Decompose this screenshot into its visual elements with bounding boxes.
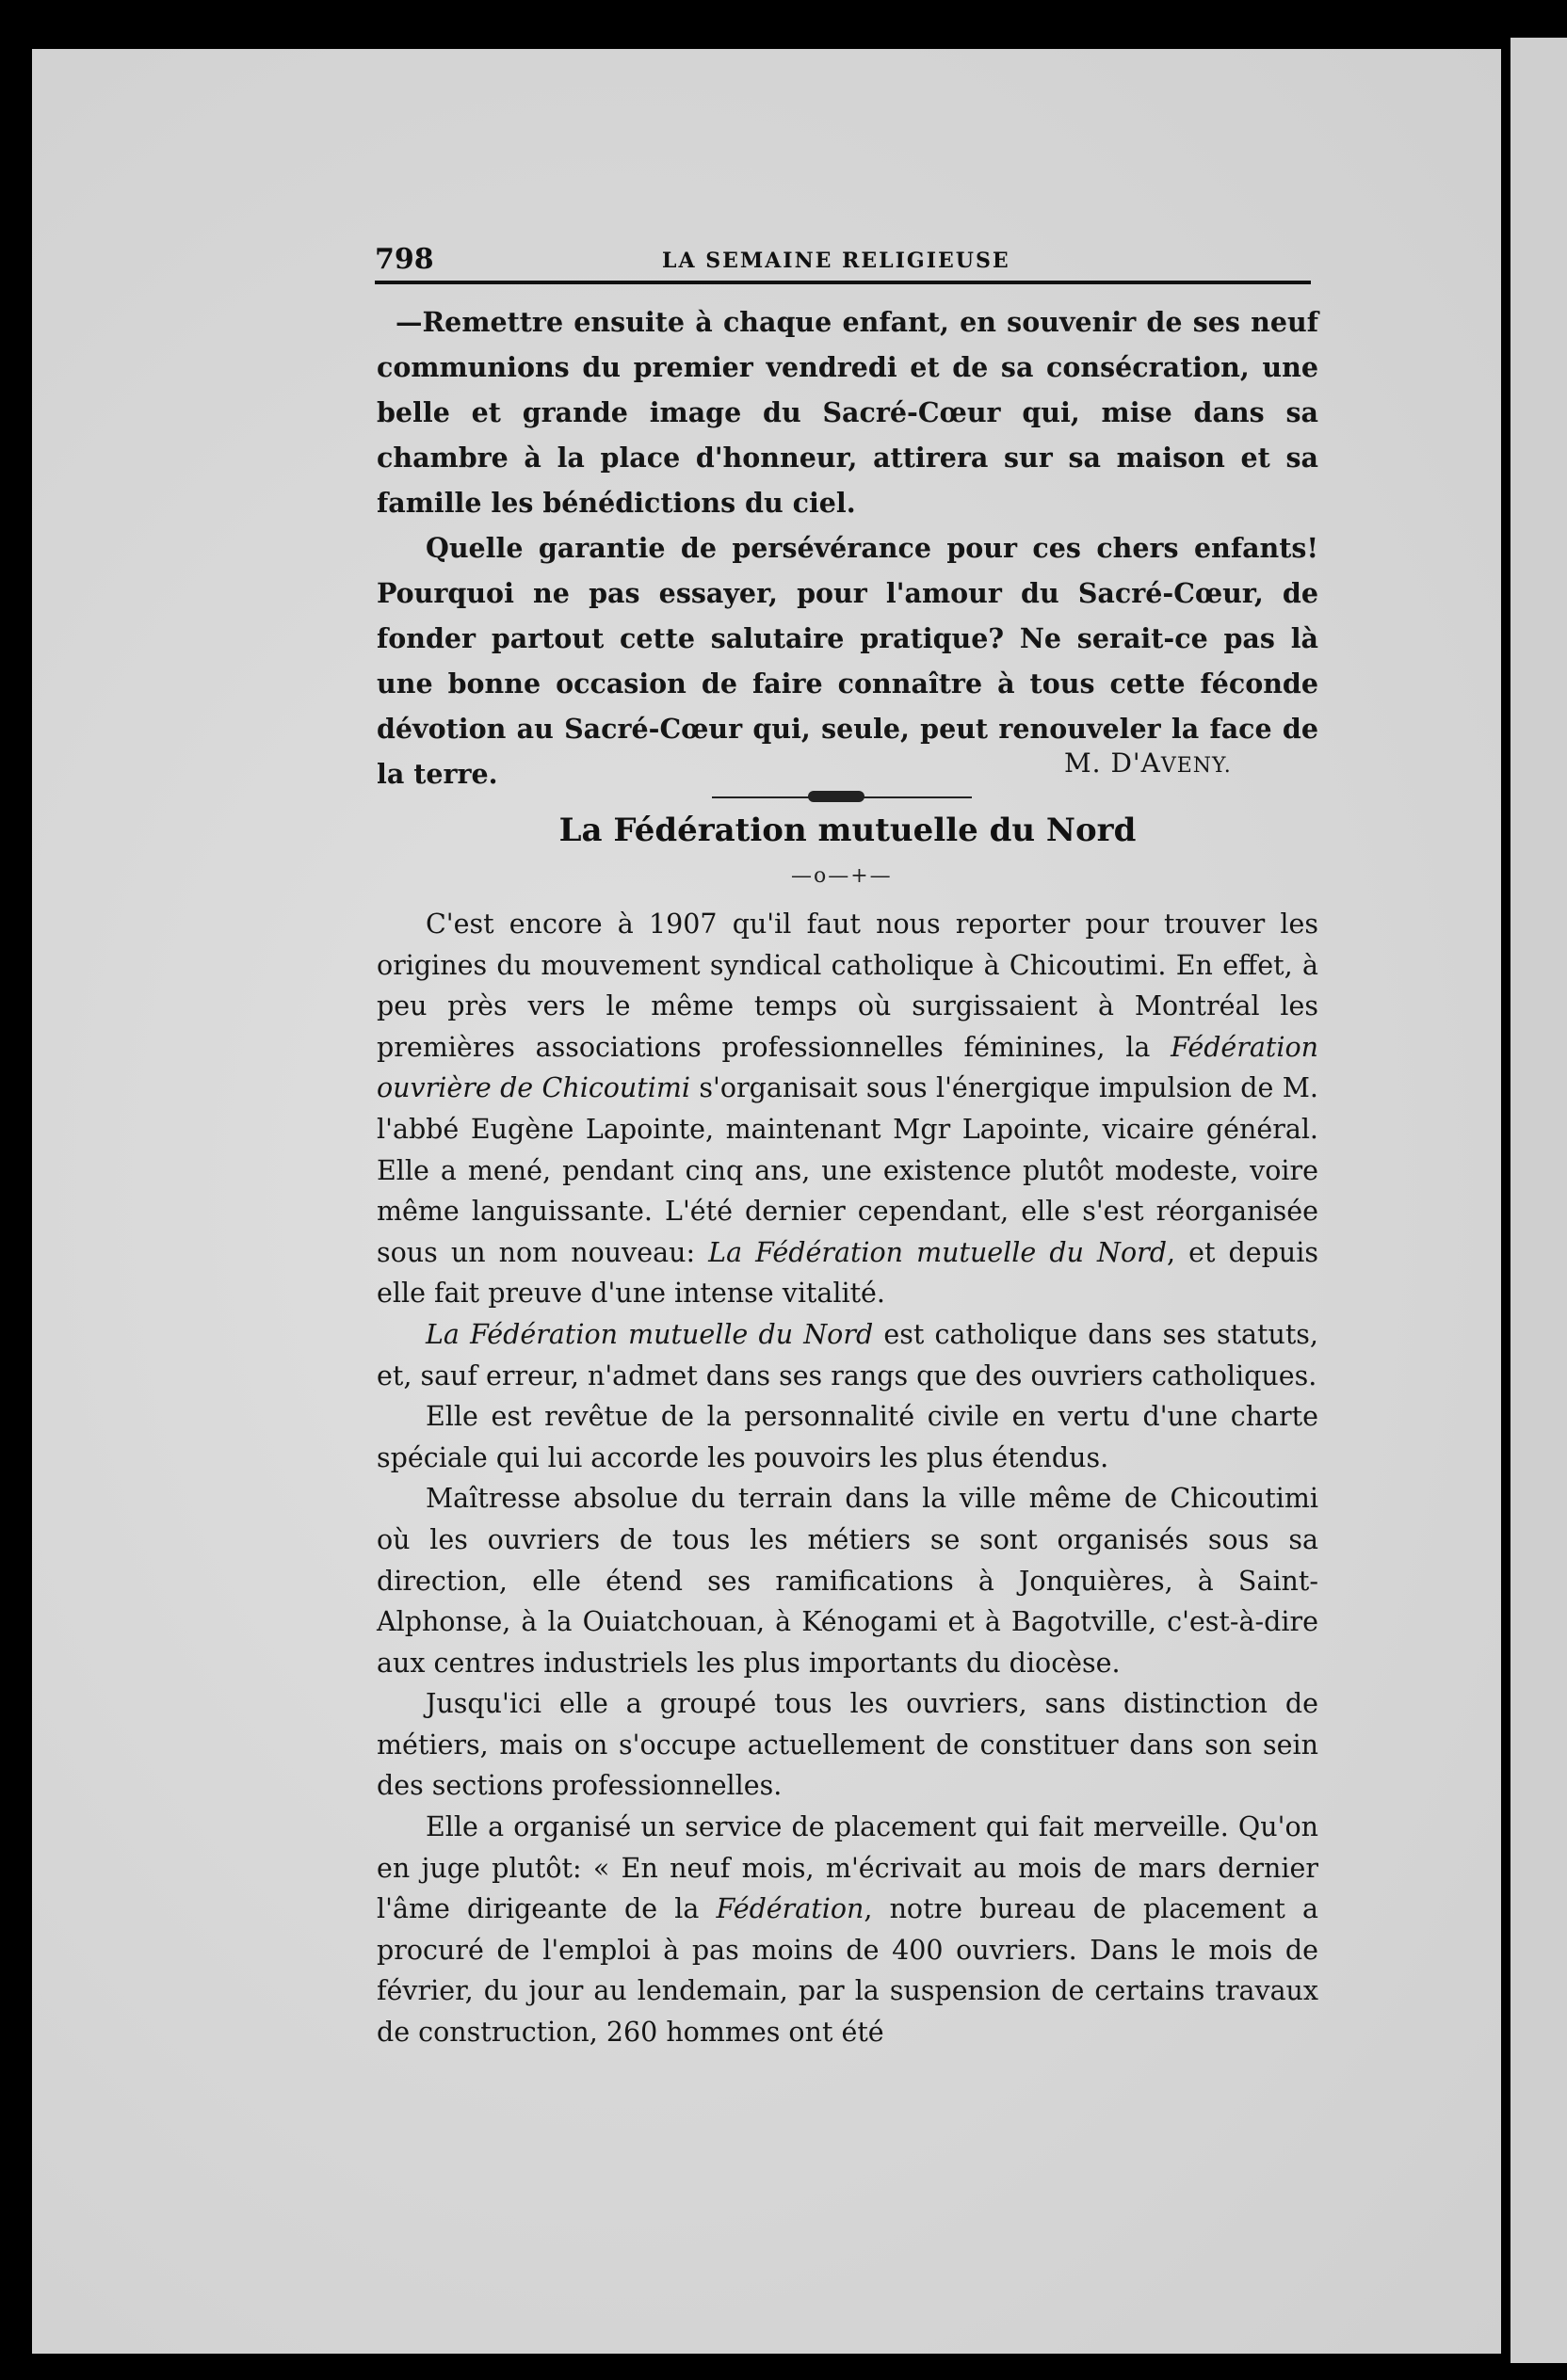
article1-paragraph-2: Quelle garantie de persévérance pour ces chers enfants! Pourquoi ne pas essayer, pour l'amour du Sacré-Cœur, de fonder partout cette salutaire pratique? Ne serait-ce pas là une bonne occasion de faire connaître à tous cette féconde dévotion au Sacré-Cœur qui, seule, peut renouveler la face de la terre. xyxy=(377,532,1318,790)
article-title: La Fédération mutuelle du Nord xyxy=(558,812,1137,849)
article2-paragraph-1 xyxy=(377,904,1318,1314)
journal-title: LA SEMAINE RELIGIEUSE xyxy=(662,249,1010,273)
article1-paragraph-1: —Remettre ensuite à chaque enfant, en souvenir de ses neuf communions du premier vendredi et de sa consécration, une belle et grande image du Sacré-Cœur qui, mise dans sa chambre à la place d'honneur, attirera sur sa maison et sa famille les bénédictions du ciel. xyxy=(377,306,1318,519)
article2-paragraph-4: Maîtresse absolue du terrain dans la ville même de Chicoutimi où les ouvriers de tous les métiers se sont organisés sous sa direction, elle étend ses ramifications à Jonquières, à Saint-Alphonse, à la Ouiatchouan, à Kénogami et à Bagotville, c'est-à-dire aux centres industriels les plus importants du diocèse. xyxy=(377,1483,1318,1679)
p2-text: est catholique dans ses statuts, et, sauf erreur, n'admet dans ses rangs que des ouvriers catholiques. xyxy=(377,1318,1318,1391)
p6-text-a: Elle a organisé un service de placement qui fait merveille. Qu'on en juge plutôt: « En neuf mois, m'écrivait au mois de mars dernier l'âme dirigeante de la xyxy=(377,1811,1318,1925)
article2-paragraph-3: Elle est revêtue de la personnalité civile en vertu d'une charte spéciale qui lui accorde les pouvoirs les plus étendus. xyxy=(377,1401,1318,1473)
article2-body xyxy=(377,904,1318,2053)
p6-text-b: , notre bureau de placement a procuré de l'emploi à pas moins de 400 ouvriers. Dans le mois de février, du jour au lendemain, par la suspension de certains travaux de construction, 260 hommes ont été xyxy=(377,1893,1318,2049)
p1-text-c: , et depuis elle fait preuve d'une intense vitalité. xyxy=(377,1236,1318,1310)
title-ornament: —o—+— xyxy=(791,864,893,888)
section-divider-ornament xyxy=(808,791,864,802)
signature-surname: VENY. xyxy=(1160,754,1232,778)
adjacent-page-edge xyxy=(1510,38,1567,2363)
p6-italic: Fédération xyxy=(716,1893,864,1925)
page-number: 798 xyxy=(375,243,434,276)
article2-paragraph-5: Jusqu'ici elle a groupé tous les ouvriers, sans distinction de métiers, mais on s'occupe actuellement de constituer dans son sein des sections professionnelles. xyxy=(377,1688,1318,1802)
signature xyxy=(1064,748,1232,779)
article2-paragraph-2 xyxy=(377,1314,1318,1396)
p1-text-a: C'est encore à 1907 qu'il faut nous reporter pour trouver les origines du mouvement syndical catholique à Chicoutimi. En effet, à peu près vers le même temps où surgissaient à Montréal les premières associations professionnelles féminines, la xyxy=(377,909,1318,1063)
p1-italic-1: Fédération ouvrière de Chicoutimi xyxy=(377,1031,1318,1104)
header-rule xyxy=(375,281,1311,284)
signature-initial: M. D'A xyxy=(1064,748,1161,779)
p1-italic-2: La Fédération mutuelle du Nord xyxy=(708,1236,1167,1268)
p1-text-b: s'organisait sous l'énergique impulsion de M. l'abbé Eugène Lapointe, maintenant Mgr Lapointe, vicaire général. Elle a mené, pendant cinq ans, une existence plutôt modeste, voire même languissante. L'été dernier cependant, elle s'est réorganisée sous un nom nouveau: xyxy=(377,1072,1318,1268)
p2-italic: La Fédération mutuelle du Nord xyxy=(426,1318,874,1350)
article2-paragraph-6 xyxy=(377,1807,1318,2053)
running-header xyxy=(375,243,1309,281)
